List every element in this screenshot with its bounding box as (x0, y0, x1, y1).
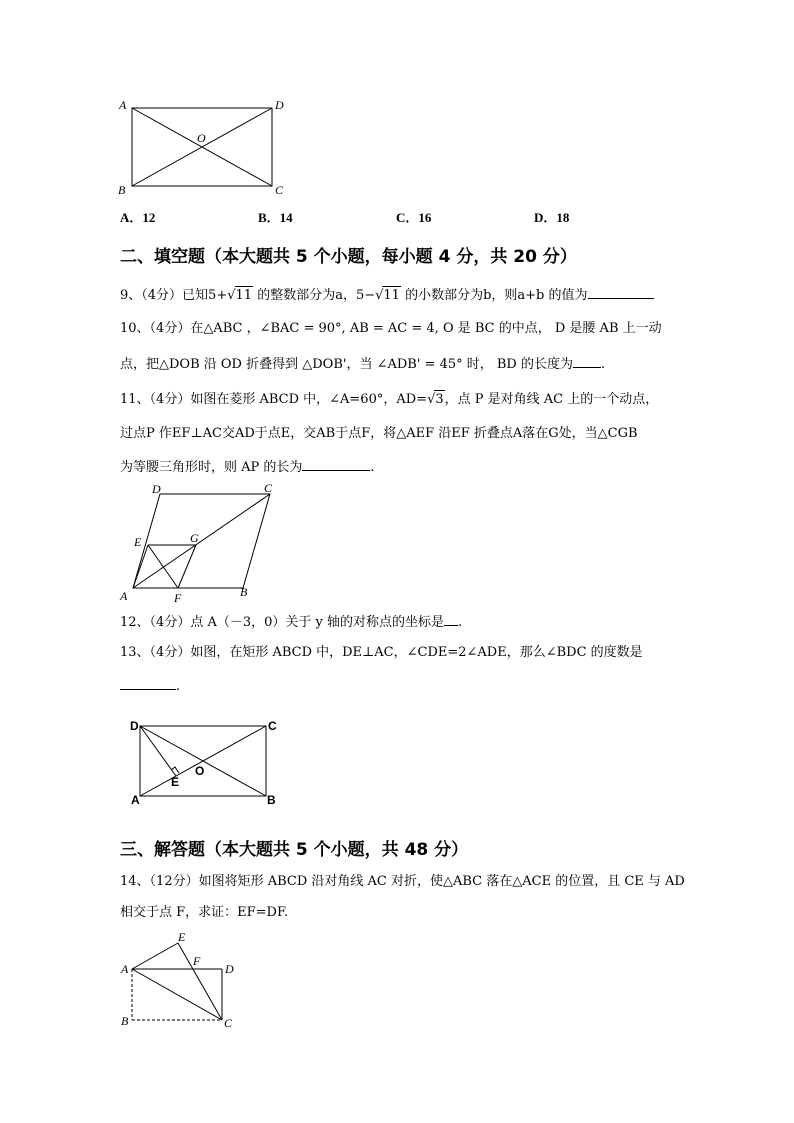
answer-blank-q10[interactable] (573, 354, 601, 368)
q9-suffix: 的小数部分为b，则a+b 的值为 (400, 288, 588, 303)
question-14-line1: 14、（12分）如图将矩形 ABCD 沿对角线 AC 对折，使△ABC 落在△ACE 的位置，且 CE 与 AD (120, 874, 685, 889)
question-13-line1: 13、（4分）如图，在矩形 ABCD 中，DE⊥AC，∠CDE=2∠ADE，那么∠BDC 的度数是 (120, 645, 643, 660)
label-F: F (193, 954, 201, 968)
option-c: C．16 (396, 210, 432, 225)
label-A: A (120, 589, 128, 603)
label-E: E (134, 535, 142, 549)
label-B: B (121, 1014, 129, 1028)
label-B: B (267, 793, 276, 807)
question-11-line2: 过点P 作EF⊥AC交AD于点E，交AB于点F，将△AEF 沿EF 折叠点A落在G处，当△CGB (120, 426, 638, 441)
label-B: B (118, 183, 126, 197)
label-O: O (197, 131, 206, 145)
label-A: A (131, 793, 140, 807)
question-13-line2: . (120, 676, 180, 696)
label-E: E (171, 775, 180, 789)
label-D: D (225, 962, 234, 976)
folded-rectangle-figure (112, 930, 252, 1032)
answer-blank-q12[interactable] (444, 612, 458, 626)
question-14-line2: 相交于点 F，求证：EF=DF. (120, 905, 289, 920)
label-C: C (268, 719, 277, 733)
label-C: C (224, 1016, 233, 1030)
section-heading-answers: 三、解答题（本大题共 5 个小题，共 48 分） (120, 840, 469, 860)
label-C: C (264, 481, 273, 495)
option-b: B．14 (258, 210, 293, 225)
label-D: D (130, 719, 139, 733)
label-A: A (121, 962, 129, 976)
rectangle-figure-top (110, 95, 300, 205)
sqrt-11-b: √11 (375, 288, 400, 303)
label-D: D (275, 98, 284, 112)
label-E: E (178, 930, 186, 944)
question-10-line2: 点，把△DOB 沿 OD 折叠得到 △DOB'，当 ∠ADB' = 45° 时， BD 的长度为 . (120, 354, 605, 374)
sqrt-3: √3 (427, 392, 444, 407)
label-F: F (174, 591, 182, 605)
question-11-line3: 为等腰三角形时，则 AP 的长为 . (120, 457, 375, 477)
rectangle-figure-de (120, 712, 290, 812)
q9-mid: 的整数部分为a，5− (253, 288, 376, 303)
answer-blank-q13[interactable] (120, 676, 176, 690)
answer-blank-q11[interactable] (302, 457, 370, 471)
question-9 (120, 285, 654, 305)
section-heading-fill-in: 二、填空题（本大题共 5 个小题，每小题 4 分，共 20 分） (120, 247, 577, 267)
label-G: G (190, 531, 199, 545)
rhombus-figure (110, 478, 290, 606)
label-D: D (152, 482, 161, 496)
option-d: D．18 (534, 210, 570, 225)
label-B: B (240, 585, 248, 599)
label-C: C (275, 183, 284, 197)
label-O: O (195, 764, 205, 778)
label-A: A (119, 98, 127, 112)
option-a: A．12 (120, 210, 156, 225)
q9-prefix: 9、（4分）已知5+ (120, 288, 228, 303)
question-11-line1: 11、（4分）如图在菱形 ABCD 中，∠A=60°，AD=√3，点 P 是对角线 AC 上的一个动点， (120, 392, 659, 407)
answer-blank-q9[interactable] (588, 285, 654, 299)
question-12: 12、（4分）点 A（－3，0）关于 y 轴的对称点的坐标是 . (120, 612, 462, 632)
question-10-line1: 10、（4分）在△ABC ，∠BAC = 90°, AB = AC = 4, O 是 BC 的中点， D 是腰 AB 上一动 (120, 321, 662, 336)
sqrt-11-a: √11 (227, 288, 253, 303)
